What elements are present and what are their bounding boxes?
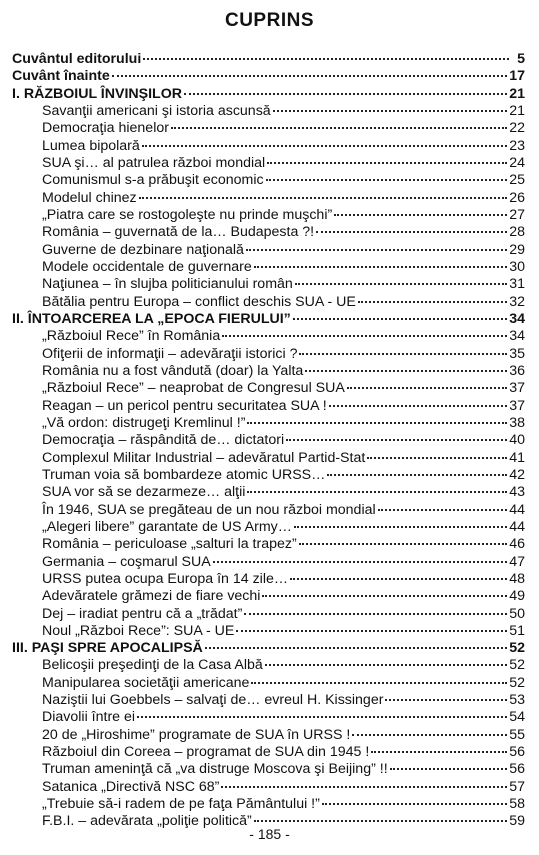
toc-entry [12,657,525,674]
dot-leader [205,647,507,649]
dot-leader [236,630,507,632]
toc-entry-page-number: 34 [509,310,525,327]
toc-entry-page-number: 35 [509,345,525,362]
toc-entry-label: „Războiul Rece” în România [42,328,221,345]
toc-entry [12,744,525,761]
toc-entry-label: Cuvântul editorului [12,51,142,67]
toc-entry-label: SUA vor să se dezarmeze… alţii [42,484,246,501]
toc-entry-label: „Războiul Rece” – neaprobat de Congresul SUA [42,380,345,397]
toc-entry-label: „Piatra care se rostogoleşte nu prinde muşchi” [42,206,333,223]
table-of-contents [12,51,525,831]
toc-entry-page-number: 44 [509,501,525,518]
dot-leader [247,491,507,493]
dot-leader [267,162,507,164]
toc-entry-label: F.B.I. – adevărata „poliţie politică” [42,813,252,830]
dot-leader [358,301,507,303]
toc-entry-label: Manipularea societăţii americane [42,674,250,691]
toc-entry-page-number: 22 [509,120,525,137]
dot-leader [143,58,509,60]
toc-entry [12,346,525,363]
dot-leader [139,197,508,199]
dot-leader [171,127,507,129]
toc-entry-page-number: 21 [509,85,525,102]
toc-entry [12,224,525,241]
dot-leader [293,318,507,320]
toc-entry-page-number: 36 [509,362,525,379]
toc-entry-page-number: 27 [509,206,525,223]
toc-entry [12,484,525,501]
toc-entry-label: România nu a fost vândută (doar) la Yalta [42,362,304,379]
toc-entry [12,588,525,605]
toc-entry-label: Adevăratele grămezi de fiare vechi [42,588,261,605]
toc-entry [12,138,525,155]
dot-leader [286,439,507,441]
toc-entry-page-number: 5 [517,51,525,67]
toc-chapter-entry [12,86,525,103]
toc-entry [12,779,525,796]
toc-entry [12,380,525,397]
toc-entry [12,623,525,640]
toc-entry-page-number: 54 [509,709,525,726]
toc-entry-label: „Alegeri libere” garantate de US Army… [42,518,292,535]
toc-entry-label: Modele occidentale de guvernare [42,258,252,275]
toc-entry-label: Bătălia pentru Europa – conflict deschis SUA - UE [42,293,356,310]
toc-entry [12,432,525,449]
toc-entry [12,450,525,467]
dot-leader [273,110,508,112]
toc-entry-label: Războiul din Coreea – programat de SUA din 1945 ! [42,744,370,761]
dot-leader [246,249,507,251]
toc-entry [12,190,525,207]
toc-entry-label: Reagan – un pericol pentru securitatea SUA ! [42,397,327,414]
toc-entry [12,242,525,259]
toc-entry-page-number: 26 [509,189,525,206]
dot-leader [299,543,508,545]
toc-entry [12,675,525,692]
dot-leader [305,370,507,372]
toc-entry-label: Diavolii între ei [42,709,136,726]
toc-entry [12,796,525,813]
dot-leader [347,387,507,389]
toc-entry-page-number: 38 [509,414,525,431]
toc-entry-label: Satanica „Directivă NSC 68” [42,778,220,795]
toc-entry [12,727,525,744]
dot-leader [295,283,507,285]
toc-entry-page-number: 55 [509,726,525,743]
toc-entry-label: Modelul chinez [42,189,137,206]
toc-entry-label: Comunismul s-a prăbuşit economic [42,172,264,189]
dot-leader [112,75,507,77]
toc-entry-page-number: 32 [509,293,525,310]
toc-entry-label: Truman ameninţă că „va distruge Moscova şi Beijing” !! [42,761,388,778]
toc-entry-page-number: 52 [509,674,525,691]
toc-entry [12,294,525,311]
page-number-footer: - 185 - [249,826,290,842]
toc-entry-label: Savanţii americani şi istoria ascunsă [42,102,271,119]
toc-entry-label: Truman voia să bombardeze atomic URSS… [42,466,326,483]
toc-entry-label: Ofiţerii de informaţii – adevăraţii istorici ? [42,345,298,362]
dot-leader [322,803,507,805]
toc-entry-page-number: 56 [509,761,525,778]
toc-entry [12,709,525,726]
toc-entry-page-number: 58 [509,796,525,813]
toc-entry-page-number: 31 [509,276,525,293]
dot-leader [329,405,508,407]
toc-entry-page-number: 42 [509,466,525,483]
dot-leader [262,595,507,597]
dot-leader [254,820,507,822]
toc-entry-label: Naziştii lui Goebbels – salvaţi de… evreul H. Kissinger [42,692,384,709]
toc-entry [12,554,525,571]
dot-leader [290,578,507,580]
toc-entry-label: 20 de „Hiroshime” programate de SUA în URSS ! [42,726,351,743]
toc-entry-page-number: 29 [509,241,525,258]
toc-entry-label: Lumea bipolară [42,137,140,154]
toc-entry [12,761,525,778]
dot-leader [367,457,507,459]
toc-entry-page-number: 50 [509,605,525,622]
toc-entry-label: România – guvernată de la… Budapesta ?! [42,224,315,241]
dot-leader [390,768,508,770]
toc-entry [12,692,525,709]
toc-entry-page-number: 51 [509,622,525,639]
toc-entry-page-number: 59 [509,813,525,830]
toc-entry-label: Complexul Militar Industrial – adevăratul Partid-Stat [42,449,366,466]
toc-entry-page-number: 53 [509,692,525,709]
toc-entry-label: Democraţia – răspândită de… dictatori [42,432,285,449]
dot-leader [221,786,507,788]
toc-entry [12,259,525,276]
toc-entry-page-number: 24 [509,154,525,171]
toc-entry-label: Democraţia hienelor [42,120,169,137]
toc-entry-page-number: 48 [509,570,525,587]
toc-entry-label: Dej – iradiat pentru că a „trădat” [42,605,243,622]
toc-entry [12,519,525,536]
toc-chapter-entry [12,311,525,328]
dot-leader [244,613,507,615]
toc-entry [12,571,525,588]
toc-entry-label: „Vă ordon: distrugeţi Kremlinul !” [42,414,246,431]
toc-entry [12,207,525,224]
toc-entry [12,103,525,120]
toc-entry-page-number: 34 [509,328,525,345]
dot-leader [371,751,507,753]
toc-entry-page-number: 23 [509,137,525,154]
toc-entry-page-number: 25 [509,172,525,189]
dot-leader [213,561,507,563]
toc-entry-label: Belicoşii preşedinţi de la Casa Albă [42,657,263,674]
toc-entry-page-number: 46 [509,536,525,553]
toc-entry [12,363,525,380]
toc-entry [12,536,525,553]
toc-entry-page-number: 43 [509,484,525,501]
toc-entry-page-number: 41 [509,449,525,466]
toc-front-entry [12,51,525,68]
toc-entry-label: Germania – coşmarul SUA [42,553,211,570]
toc-entry-label: URSS putea ocupa Europa în 14 zile… [42,570,289,587]
toc-entry-page-number: 28 [509,224,525,241]
toc-entry-label: Guverne de dezbinare naţională [42,241,244,258]
toc-entry-page-number: 21 [509,102,525,119]
toc-entry [12,606,525,623]
toc-entry [12,467,525,484]
toc-chapter-entry [12,640,525,657]
toc-entry-page-number: 52 [509,657,525,674]
dot-leader [265,664,507,666]
dot-leader [251,682,507,684]
toc-entry-page-number: 30 [509,258,525,275]
toc-entry [12,415,525,432]
toc-entry-label: În 1946, SUA se pregăteau de un nou război mondial [42,501,376,518]
toc-entry-page-number: 49 [509,588,525,605]
dot-leader [352,734,507,736]
toc-entry-page-number: 52 [509,640,525,657]
dot-leader [266,179,508,181]
toc-entry-page-number: 40 [509,432,525,449]
toc-entry [12,328,525,345]
toc-entry-label: II. ÎNTOARCEREA LA „EPOCA FIERULUI” [12,310,291,327]
dot-leader [247,422,507,424]
toc-entry-label: Cuvânt înainte [12,68,110,85]
toc-entry [12,172,525,189]
toc-entry [12,502,525,519]
toc-entry-label: I. RĂZBOIUL ÎNVINŞILOR [12,85,182,102]
toc-entry-page-number: 37 [509,380,525,397]
toc-entry-page-number: 56 [509,744,525,761]
dot-leader [222,335,507,337]
dot-leader [385,699,507,701]
toc-entry [12,276,525,293]
toc-entry-page-number: 57 [509,778,525,795]
toc-entry-page-number: 44 [509,518,525,535]
toc-entry [12,398,525,415]
dot-leader [334,214,507,216]
toc-entry-label: Noul „Război Rece”: SUA - UE [42,622,235,639]
page-title: CUPRINS [224,10,314,31]
dot-leader [254,266,507,268]
toc-front-entry [12,68,525,85]
dot-leader [299,353,507,355]
toc-entry-page-number: 47 [509,553,525,570]
toc-entry [12,120,525,137]
toc-entry-label: „Trebuie să-i radem de pe faţa Pământului !” [42,796,320,813]
toc-entry-label: România – periculoase „salturi la trapez” [42,536,297,553]
toc-entry-page-number: 17 [509,68,525,85]
toc-entry-label: Naţiunea – în slujba politicianului român [42,276,293,293]
dot-leader [184,93,507,95]
dot-leader [316,231,507,233]
dot-leader [327,474,507,476]
toc-entry-page-number: 37 [509,397,525,414]
dot-leader [137,716,507,718]
toc-entry-label: III. PAŞI SPRE APOCALIPSĂ [12,640,203,657]
toc-entry-label: SUA şi… al patrulea război mondial [42,154,266,171]
dot-leader [142,145,507,147]
toc-entry [12,155,525,172]
dot-leader [378,509,508,511]
dot-leader [294,526,507,528]
